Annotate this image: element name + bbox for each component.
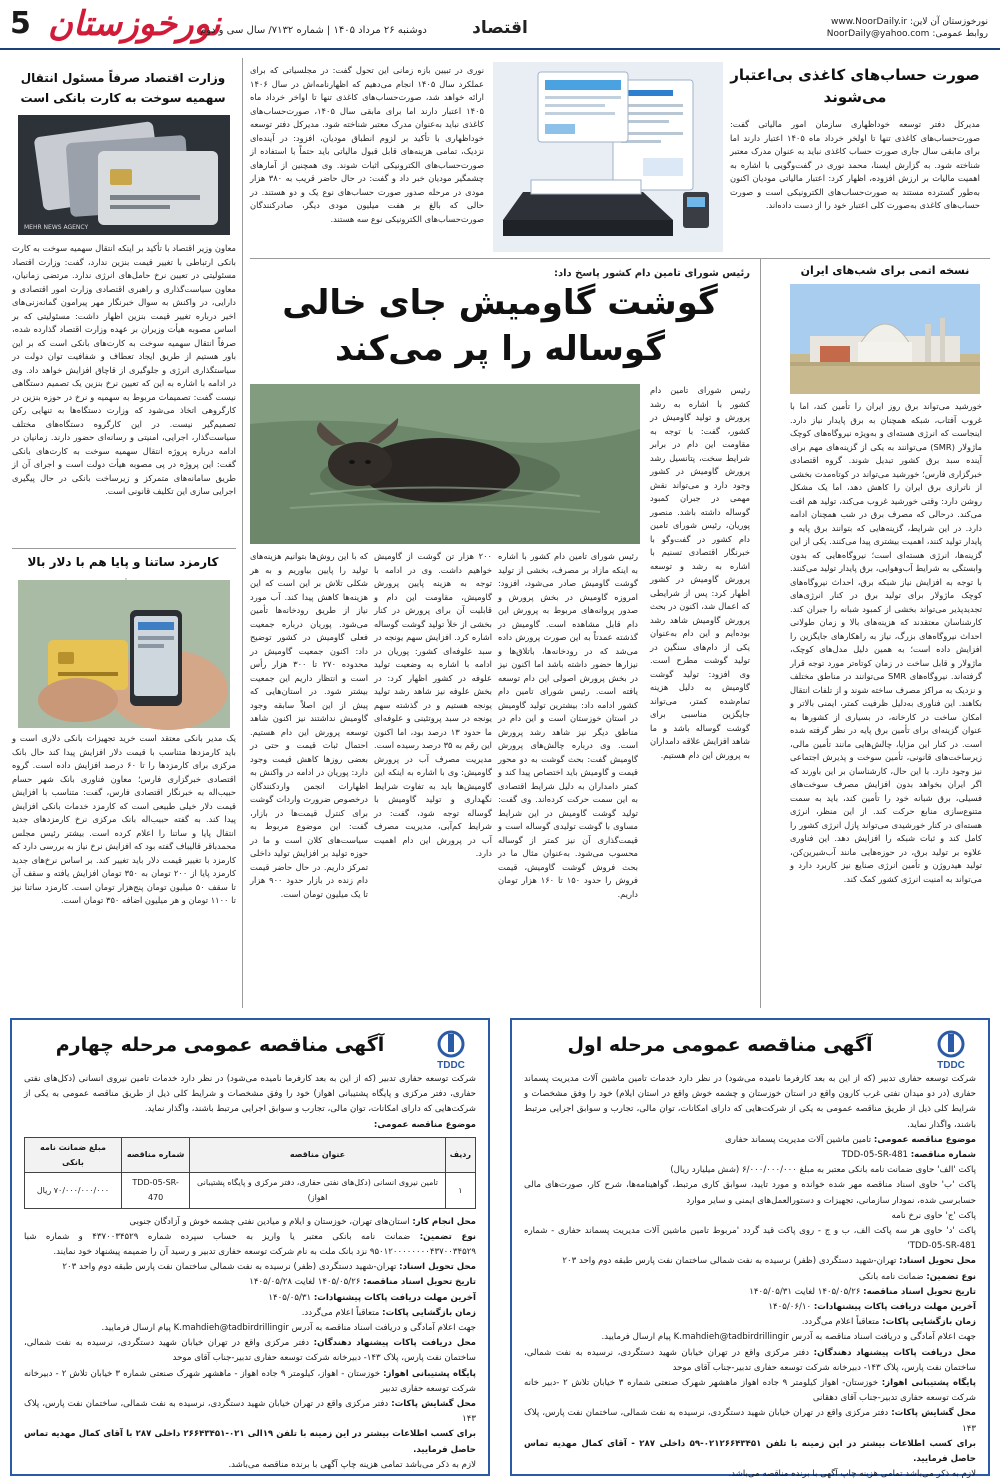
tender-ad-line-value: استان‌های تهران، خوزستان و ایلام و میادین نفتی چشمه خوش و آزادگان جنوبی xyxy=(129,1216,413,1227)
bank-cards-image xyxy=(18,115,230,235)
tender-ad-line-value: دفتر مرکزی واقع در تهران خیابان شهید دستگردی، نرسیده به نفت شمالی، ساختمان نفت پارس، پلاک ۱۴۳ xyxy=(24,1399,476,1425)
tender-ad-intro: شرکت توسعه حفاری تدبیر (که از این به بعد کارفرما نامیده می‌شود) در نظر دارد خدمات تامین نیروی انسانی (دکل‌های نفتی حفاری، دفتر مرکزی و پایگاه پشتیبانی اهواز) خود را وفق مشخصات و شرایط کلی ذیل از طریق مناقصه عمومی به یکی از شرکت‌هایی که دارای امکانات، توان مالی، تجارب و سوابق اجرایی مرتبط باشند، واگذار نماید. xyxy=(24,1074,476,1115)
tender-table-cell: ۷۰/۰۰۰/۰۰۰/۰۰۰ ریال xyxy=(25,1173,122,1208)
tender-ad-line xyxy=(524,1178,976,1208)
story-body-satna-paya-fees: یک مدیر بانکی معتقد است خرید تجهیزات بانکی دلاری است و باید کارمزدها متناسب با قیمت دلار افزایش پیدا کند حال بانک مرکزی برای کارمزدها را تا ۶۰ درصد افزایش داده است. گروه اقتصادی خبرگزاری فارس؛ معاون فناوری بانک شهر حسام حبیب‌اله به خبرنگار اقتصادی فارس، گفت: متناسب با افزایش قیمت دلار خیلی طبیعی است که کارمزد خدمات بانکی افزایش پیدا کند. به گفته حبیب‌اله بانک مرکزی نرخ کارمزدهای جدید انتقال پایا و ساتنا را اعلام کرده است. بیشتر رئیس مجلس محمدباقر قالیباف گفته بود که افزایش نرخ نیاز به بررسی دارد که کارمزد با تغییر قیمت دلار باید تغییر کند. بر اساس نرخ‌های جدید کارمزد پایا از ۲۰۰ تومان به ۳۵۰ تومان افزایش یافته و سقف آن تا سقف ۵۰ میلیون تومان پنج‌هزار تومان است. کارمزد ساتنا نیز تا ۱۱۰۰ تومان و هر میلیون اضافه ۳۵۰ تومان است. xyxy=(12,733,237,905)
tender-ad-line xyxy=(24,1215,476,1230)
tender-ad-body xyxy=(24,1072,477,1470)
tender-table-header-row xyxy=(25,1137,476,1172)
invoice-scanner-illustration xyxy=(493,62,723,252)
tender-ad-line-label: تاریخ تحویل اسناد مناقصه: xyxy=(363,1277,476,1288)
main-story-column-4: که با این روش‌ها بتوانیم هزینه‌های تولید را پایین بیاوریم و به هر شکلی تلاش بر این است که این هزینه‌ها کاهش پیدا کند. آب مورد نیاز از طریق رودخانه‌ها تأمین می‌شود. پوریان درباره جمعیت فعلی گاومیش در کشور توضیح داد: اکنون جمعیت گاومیش در محدوده ۲۷۰ تا ۳۰۰ هزار رأس است و انتظار داریم این جمعیت بیشتر شود. در استان‌هایی که پیش از این اصلاً سابقه وجود گاومیش نداشتند نیز اکنون شاهد توسعه پرورش این دام هستیم. احتمال ثبات قیمت و حتی در بعضی روزها کاهش قیمت وجود دارد: پوریان در ادامه در واکنش به اظهارات انجمن واردکنندگان درخصوص ضرورت واردات گوشت برای کنترل قیمت‌ها در بازار، گفت: این موضوع مربوط به سیاست‌های کلان است و ما در حوزه تولید بر افزایش تولید داخلی تمرکز داریم. در حال حاضر قیمت دام زنده در بازار حدود ۹۰۰ هزار تا یک میلیون تومان است. xyxy=(250,551,368,899)
main-story-column-2: رئیس شورای تامین دام کشور با اشاره به اینکه مازاد بر مصرف، بخشی از تولید گوشت گاومیش صادر می‌شود، افزود: امروزه گاومیش در بخش پرورش و صدور پروانه‌های مربوط به پرورش این دام قابل مشاهده است. گاومیش در گذشته عمدتاً به این صورت پرورش داده می‌شد که در رودخانه‌ها، باتلاق‌ها و نیزارها حضور داشته باشد اما اکنون نیز در بخش پرورش اصولی این دام توسعه یافته است. رئیس شورای تامین دام کشور ادامه داد: بیشترین تولید گاومیش در استان خوزستان است و این دام در مناطق دیگر نیز شاهد رشد پرورش است. وی درباره چالش‌های پرورش گاومیش گفت: بحث گوشت به دو محور قیمت و گاومیش باید اختصاص پیدا کند و کمتر دامداران به دلیل شرایط اقتصادی به این سمت حرکت کرده‌اند. وی گفت: تولید گوشت گاومیش در این شرایط مساوی با گوشت تولیدی گوساله است و قیمت‌گذاری آن نیز کمتر از گوساله محسوب می‌شود. به‌عنوان مثال ما در بحث فروش گوشت گاومیش، قیمت فروش را حدود ۱۵۰ تا ۱۶۰ هزار تومان داریم. xyxy=(498,551,638,899)
tender-ad-line-label: نوع تضمین: xyxy=(926,1271,976,1282)
tender-ad-stage-four xyxy=(10,1018,490,1476)
tender-ad-line xyxy=(524,1224,976,1254)
story-title-fuel-quota: وزارت اقتصاد صرفاً مسئول انتقال سهمیه سوخت به کارت بانکی است xyxy=(20,71,226,105)
main-story-kicker: رئیس شورای تامین دام کشور پاسخ داد: xyxy=(553,268,750,279)
tender-ad-line xyxy=(524,1254,976,1269)
table-row xyxy=(25,1173,476,1208)
tender-ad-line-label: محل تحویل اسناد: xyxy=(899,1256,976,1267)
tender-ad-line-label: محل دریافت پاکات پیشنهاد دهندگان: xyxy=(313,1338,477,1349)
tender-ad-line-value: پاکت 'ب' حاوی اسناد مناقصه مهر شده خوانده و مورد تایید، سوابق کاری مرتبط، گواهینامه‌ها، شرح کار، صورت‌های مالی حسابرسی شده، نمودار سازمانی، تجهیزات و دستورالعمل‌های ایمنی و سایر موارد xyxy=(524,1180,976,1206)
tender-ad-line xyxy=(524,1285,976,1300)
tender-ad-line xyxy=(524,1315,976,1330)
tender-ad-line xyxy=(524,1300,976,1315)
tender-ad-line-value: ۱۴۰۵/۰۵/۲۶ لغایت ۱۴۰۵/۰۵/۲۸ xyxy=(249,1277,364,1288)
tender-ad-stage-one xyxy=(510,1018,990,1480)
story-title-satna-paya-fees: کارمزد ساتنا و پایا هم با دلار بالا xyxy=(27,555,219,569)
story-body-fuel-quota: معاون وزیر اقتصاد با تأکید بر اینکه انتقال سهمیه سوخت به کارت بانکی ارتباطی با تغییر قیمت بنزین ندارد، گفت: وزارت اقتصاد مسئولیتی در تعیین نرخ حامل‌های انرژی ندارد. مرتضی زمانیان، معاون سیاست‌گذاری و راهبری اقتصادی وزارت امور اقتصادی و دارایی، در واکنش به سوال خبرنگار مهر پیرامون گمانه‌زنی‌های اخیر درباره تغییر قیمت بنزین اظهار داشت: مسئولیتی که بر اساس مصوبه هیأت وزیران بر عهده وزارت اقتصاد گذارده شده، صرفاً انتقال سهمیه سوخت به کارت‌های بانکی است که بر این باور هستیم از طریق ایجاد تعطاف و شفافیت توان دولت در سیاستگذاری انرژی و جلوگیری از قاچاق افزایش خواهد داد. وی در ادامه با اشاره به این که تعیین نرخ بنزین یک تصمیم دستگاهی نیست گفت: تصمیمات مربوط به سهمیه و نرخ در حوزه بنزین در کارگروهی اتخاذ می‌شود که وزارت دستگاه‌ها به تنهایی رکن تصمیم‌گیر نیست. در این کارگروه دستگاه‌های مختلف سیاست‌گذار، اجرایی، امنیتی و رسانه‌ای حضور دارند. زمانیان در ادامه درباره پروژه انتقال سهمیه سوخت به کارت‌های بانکی گفت: این پروژه در پی مصوبه هیأت دولت است و اجرای آن از طریق سامانه‌های متمرکز و زیرساخت بانکی در حال پیگیری اجرایی سازی این تکلیف قانونی است. xyxy=(12,243,236,496)
tender-ad-line-label: محل گشایش پاکات: xyxy=(391,1399,476,1410)
nuclear-plant-image xyxy=(790,284,980,394)
tender-ad-line-value: لازم به ذکر می‌باشد تمامی هزینه چاپ آگهی با برنده مناقصه می‌باشد. xyxy=(728,1469,976,1480)
story-body-paper-invoices: مدیرکل دفتر توسعه خوداظهاری سازمان امور مالیاتی گفت: صورت‌حساب‌های کاغذی تنها تا اولخر خرداد ماه ۱۴۰۵ اعتبار دارند اما برای مابقی سال جاری صورت حساب کاغذی نباید به عنوان مدرک معتبر شناخته شود. به گزارش ایسنا، محمد نوری در گفت‌وگویی با اشاره به اهمیت مالیات بر ارزش افزوده، اظهار کرد: اعتبار مالیاتی مودیان اکنون به‌طور گسترده مستند به صورت‌حساب‌های الکترونیکی است و صورت حساب‌های کاغذی به‌صورت کلی اعتبار خود را از دست داده‌اند. xyxy=(730,119,980,210)
tender-ad-line xyxy=(24,1336,476,1366)
bank-cards-illustration xyxy=(18,115,230,235)
image-credit-mehr: MEHR NEWS AGENCY xyxy=(24,224,89,231)
column-divider xyxy=(242,58,243,1008)
tender-ad-line xyxy=(24,1230,476,1260)
tender-ad-line xyxy=(524,1148,976,1163)
story-body-paper-invoices-continued: نوری در تبیین بازه زمانی این تحول گفت: در مجلسیاتی که برای عملکرد سال ۱۴۰۵ انجام می‌دهیم که اظهارنامه‌اش در سال ۱۴۰۶ ارائه خواهد شد، صورت‌حساب‌های کاغذی تنها تا اواخر خرداد ماه ۱۴۰۵ اعتبار دارند اما برای مابقی سال ۱۴۰۵، صورت‌حساب‌های کاغذی نباید به‌عنوان مدرک معتبر شناخته شود. مدیرکل دفتر توسعه خوداظهاری با تأکید بر لزوم انطباق مودیان، افزود: در آینده‌ای نزدیک، تمامی هزینه‌های قابل قبول مالیاتی باید حتماً با استفاده از صورت‌حساب‌های الکترونیکی اثبات شوند. وی همچنین از آمارهای چشمگیر مودیان خبر داد و گفت: در حال حاضر قریب به ۳۸۰ هزار مودی در مرحله صدور صورت حساب‌های نوع یک و دو هستند. در حالی که بالغ بر هفت میلیون مودی دیگر، صادرکنندگان صورت‌حساب‌های الکترونیکی نوع سه هستند. xyxy=(250,65,485,224)
contact-email[interactable]: روابط عمومی: NoorDaily@yahoo.com xyxy=(826,29,988,39)
story-body-nuclear-nights: خورشید می‌تواند برق روز ایران را تأمین کند، اما با غروب آفتاب، شبکه همچنان به برق پایدار نیاز دارد. اینجاست که انرژی هسته‌ای و به‌ویژه نیروگاه‌های کوچک ماژولار (SMR) می‌توانند به یکی از گزینه‌های مهم برای آینده سبد برق کشور تبدیل شوند. گروه اقتصادی خبرگزاری فارس؛ خورشید می‌تواند در کوتاه‌مدت بخشی از ناترازی برق ایران را کاهش دهد، اما یک مشکل روشن دارد: وقتی خورشید غروب می‌کند، تولید هم افت می‌کند. درحالی که مصرف برق در شب همچنان ادامه دارد. در این شرایط، گزینه‌هایی که بتوانند برق پایه و پایدار تولید کنند، اهمیت بیشتری پیدا می‌کنند. یکی از این گزینه‌ها، انرژی هسته‌ای است؛ نیروگاه‌هایی که بدون وابستگی به شرایط آب‌وهوایی، برق پایدار تولید می‌کنند. با توجه به افزایش نیاز شبکه برق، احداث نیروگاه‌های کوچک ماژولار برای تولید برق در کنار انرژی‌های تجدیدپذیر می‌تواند بخشی از کمبود شبانه را جبران کند. کارشناسان معتقدند که هزینه‌های بالا و زمان طولانی احداث نیروگاه‌های بزرگ، نیاز به راهکارهای جایگزین را افزایش داده است؛ به همین دلیل مدل‌های کوچک، ماژولار و قابل ساخت در زمان کوتاه‌تر مورد توجه قرار گرفته‌اند. نیروگاه‌های SMR می‌توانند در مناطق مختلف و نزدیک به مراکز مصرف ساخته شوند و از تلفات انتقال بکاهند. این فناوری به‌دلیل ظرفیت کمتر، ایمنی بالاتر و امکان ساخت در کارخانه، در بسیاری از کشورها به عنوان گزینه‌ای برای تأمین برق پایه در نظر گرفته شده است. در کنار این مزایا، چالش‌هایی مانند تأمین مالی، زیرساخت‌های قانونی، تأمین سوخت و پذیرش اجتماعی نیز وجود دارد. با این حال، کارشناسان بر این باورند که اگر ایران بخواهد بدون افزایش مصرف سوخت‌های فسیلی، برق شبانه خود را تأمین کند، باید به سمت متنوع‌سازی منابع حرکت کند. از این منظر، انرژی هسته‌ای در کنار خورشیدی می‌تواند پازل انرژی کشور را کامل کند و ثبات شبکه را افزایش دهد. این فناوری علاوه بر تولید برق، در حوزه‌هایی مانند آب‌شیرین‌کن، تولید هیدروژن و تأمین انرژی صنایع نیز کاربرد دارد و می‌تواند به امنیت انرژی کشور کمک کند. xyxy=(790,401,982,884)
tender-ad-line xyxy=(24,1275,476,1290)
tender-ad-line-label: محل دریافت پاکات پیشنهاد دهندگان: xyxy=(813,1347,977,1358)
tender-ad-line xyxy=(24,1306,476,1321)
tender-ad-details xyxy=(524,1133,976,1483)
tender-ad-line xyxy=(24,1397,476,1427)
tddc-logo-icon xyxy=(424,1028,478,1072)
tender-ad-line-value: تهران-شهید دستگردی (ظفر) نرسیده به نفت شمالی ساختمان نفت پارس طبقه دوم واحد ۲۰۳ xyxy=(62,1262,400,1273)
divider xyxy=(250,258,990,259)
main-story-headline: گوشت گاومیش جای خالی گوساله را پر می‌کند xyxy=(282,283,718,369)
tddc-logo-graphic xyxy=(424,1028,478,1072)
main-story-column-3: ۲۰۰ هزار تن گوشت از گاومیش خواهیم داشت. وی در ادامه با توجه به هزینه پایین پرورش گاومیش، مقاومت این دام و قابلیت آن برای پرورش در کنار بخشی از خلأ تولید گوشت گوساله اشاره کرد. افزایش سهم یونجه در سبد علوفه‌ای کشور: پوریان در ادامه با اشاره به وضعیت تولید علوفه در کشور اظهار کرد: در بخش علوفه نیز شاهد رشد تولید یونجه هستیم و در گذشته سهم یونجه در سبد پروتئینی و علوفه‌ای ما حدود ۱۳ درصد بود، اما اکنون این رقم به ۳۵ درصد رسیده است. مدیریت مصرف آب در پرورش گاومیش: وی با اشاره به اینکه این گاومیش‌ها باید به تفاوت شرایط نگهداری و تولید گاومیش با گوساله توجه شود، گفت: در شرایط کم‌آبی، مدیریت مصرف آب در پرورش این دام اهمیت دارد. xyxy=(374,551,492,858)
tender-ad-line xyxy=(24,1260,476,1275)
tender-ad-line-label: محل تحویل اسناد: xyxy=(399,1262,476,1273)
tender-ad-line-value: تهران-شهید دستگردی (ظفر) نرسیده به نفت شمالی ساختمان نفت پارس طبقه دوم واحد ۲۰۳ xyxy=(562,1256,900,1267)
tender-table-header: ردیف xyxy=(445,1137,475,1172)
tender-ad-line-value: پاکت 'د' حاوی هر سه پاکت الف، ب و ج - روی پاکت قید گردد 'مربوط تامین ماشین آلات مدیریت پسماند حفاری - شماره TDD-05-SR-481' xyxy=(524,1226,976,1252)
story-title-paper-invoices: صورت حساب‌های کاغذی بی‌اعتبار می‌شوند xyxy=(730,66,980,106)
tender-ad-line-value: تامین ماشین آلات مدیریت پسماند حفاری xyxy=(725,1134,874,1145)
tender-ad-line-value: ۱۴۰۵/۰۶/۱۰ xyxy=(768,1302,814,1313)
tender-ad-line xyxy=(524,1406,976,1436)
tender-ad-line-value: متعاقباً اعلام می‌گردد. xyxy=(301,1307,383,1318)
tender-ad-line xyxy=(524,1163,976,1178)
tender-ad-line-value: ضمانت نامه بانکی معتبر یا واریز به حساب سپرده شماره ۴۳۷۰۰۳۴۵۲۹ و شماره شبا ۹۵۰۱۲۰۰۰۰۰۰۰۰۴۳۷۰۰۳۴۵۲۹ نزد بانک ملت به نام شرکت توسعه حفاری تدبیر و رسید آن را ضمیمه پیشنهاد خود نمایند. xyxy=(24,1231,476,1258)
tender-ad-line-label: تاریخ تحویل اسناد مناقصه: xyxy=(863,1286,976,1297)
tender-ad-line xyxy=(524,1346,976,1376)
tender-ad-line xyxy=(524,1270,976,1285)
story-title-nuclear-nights: نسخه اتمی برای شب‌های ایران xyxy=(800,264,970,277)
contact-info xyxy=(778,16,988,40)
tender-table-header: شماره مناقصه xyxy=(121,1137,189,1172)
issue-date-line: دوشنبه ۲۶ مرداد ۱۴۰۵ | شماره ۷۱۳۲/ سال سی و دوم xyxy=(200,25,427,36)
main-story-column-1: رئیس شورای تامین دام کشور با اشاره به رشد پرورش و تولید گاومیش در کشور، گفت: با توجه به مقاومت این دام در برابر شرایط سخت، پتانسیل رشد پرورش گاومیش در کشور وجود دارد و می‌تواند نقش مهمی در جبران کمبود گوساله داشته باشد. منصور پوریان، رئیس شورای تامین دام کشور در گفت‌وگو با خبرنگار اقتصادی تسنیم با اشاره به رشد و توسعه پرورش گاومیش در کشور اظهار کرد: پس از شرایطی که اعمال شد، اکنون در بحث پرورش گاومیش شاهد رشد بوده‌ایم و این دام به‌عنوان یکی از دام‌های سنگین در تولید گوشت مطرح است. وی افزود: تولید گوشت گاومیش به دلیل هزینه تمام‌شده کمتر، می‌تواند جایگزین مناسبی برای گوشت گوساله باشد و ما شاهد افزایش علاقه دامداران به پرورش این دام هستیم. xyxy=(650,385,750,760)
tender-ad-line xyxy=(24,1321,476,1336)
tender-ad-line-value: لازم به ذکر می‌باشد تمامی هزینه چاپ آگهی با برنده مناقصه می‌باشد. xyxy=(228,1459,476,1470)
tender-ad-line-value: دفتر مرکزی واقع در تهران خیابان شهید دستگردی، نرسیده به نفت شمالی، ساختمان نفت پارس، پلاک ۱۴۳ xyxy=(524,1408,976,1434)
tender-ad-line xyxy=(24,1427,476,1457)
tender-ad-line-value: خوزستان- اهواز کیلومتر ۹ جاده اهواز ماهشهر شهرک صنعتی شماره ۳ خیابان تلاش ۲ -دبیر خانه شرکت توسعه حفاری تدبیر-جناب آقای دهقانی xyxy=(524,1378,976,1404)
tender-ad-line xyxy=(24,1291,476,1306)
tender-ad-line-value: TDD-05-SR-481 xyxy=(841,1150,911,1161)
mobile-payment-illustration xyxy=(18,580,230,728)
masthead xyxy=(0,0,1000,50)
tender-ad-details xyxy=(24,1215,476,1473)
tender-ad-line-value: پاکت 'ج' حاوی نرخ نامه xyxy=(891,1210,976,1221)
tender-ad-subject-head: موضوع مناقصه عمومی: xyxy=(373,1119,476,1130)
tender-ad-line-label: موضوع مناقصه عمومی: xyxy=(873,1134,976,1145)
tender-ad-line-value: جهت اعلام آمادگی و دریافت اسناد مناقصه به آدرس K.mahdieh@tadbirdrillingir پیام ارسال فرمایید. xyxy=(601,1332,976,1343)
tender-ad-line-value: ۱۴۰۵/۰۵/۲۶ لغایت ۱۴۰۵/۰۵/۳۱ xyxy=(749,1286,864,1297)
tender-table-header: مبلغ ضمانت نامه بانکی xyxy=(25,1137,122,1172)
tender-ad-body xyxy=(524,1072,977,1480)
tender-ad-line-label: آخرین مهلت دریافت پاکات پیشنهادات: xyxy=(813,1302,976,1313)
mobile-payment-image xyxy=(18,580,230,728)
tender-ad-line xyxy=(524,1437,976,1467)
tender-table xyxy=(24,1137,476,1209)
tender-table-cell: ۱ xyxy=(445,1173,475,1208)
tender-ad-line-label: نوع تضمین: xyxy=(419,1231,476,1242)
section-title: اقتصاد xyxy=(472,18,528,38)
tender-ad-line-label: محل انجام کار: xyxy=(412,1216,476,1227)
tddc-logo-text: TDDC xyxy=(937,1060,965,1071)
tender-ad-line-label: زمان بازگشایی پاکات: xyxy=(882,1317,976,1328)
invoice-scanner-image xyxy=(493,62,723,252)
tender-table-cell: تامین نیروی انسانی (دکل‌های نفتی حفاری، دفتر مرکزی و پایگاه پشتیبانی اهواز) xyxy=(190,1173,446,1208)
tender-table-cell: TDD-05-SR-470 xyxy=(121,1173,189,1208)
newspaper-logo: نورخوزستان xyxy=(48,4,221,44)
contact-website[interactable]: نورخوزستان آن لاین: www.NoorDaily.ir xyxy=(830,17,988,27)
tender-ad-line-value: ضمانت نامه بانکی xyxy=(858,1271,927,1282)
water-buffalo-image xyxy=(250,384,640,544)
tender-ad-line xyxy=(524,1376,976,1406)
tender-ad-line-label: پایگاه پشتیبانی اهواز: xyxy=(383,1368,476,1379)
tender-ad-line-value: پاکت 'الف' حاوی ضمانت نامه بانکی معتبر به مبلغ ۶/۰۰۰/۰۰۰/۰۰۰ (شش میلیارد ریال) xyxy=(670,1165,976,1176)
tender-ad-line xyxy=(524,1209,976,1224)
tender-ad-line xyxy=(524,1133,976,1148)
tender-ad-line-value: دفتر مرکزی واقع در تهران خیابان شهید دستگردی، نرسیده به نفت شمالی، ساختمان نفت پارس، پلاک ۱۴۳- دبیرخانه شرکت توسعه حفاری تدبیر-جناب آقای موحد xyxy=(524,1347,976,1373)
tender-ad-line-label: محل گشایش پاکات: xyxy=(891,1408,976,1419)
tender-ad-line xyxy=(24,1367,476,1397)
tender-ad-intro: شرکت توسعه حفاری تدبیر (که از این به بعد کارفرما نامیده می‌شود) در نظر دارد خدمات تامین ماشین آلات مدیریت پسماند حفاری (در دو میدان نفتی غرب کارون واقع در استان خوزستان و چشمه خوش واقع در استان ایلام) خود را وفق مشخصات و شرایط کلی ذیل از طریق مناقصه عمومی به یکی از شرکت‌هایی که دارای امکانات، توان مالی، تجارب و سوابق اجرایی مرتبط باشند، واگذار نماید. xyxy=(524,1074,976,1130)
tender-ad-title: آگهی مناقصه عمومی مرحله چهارم xyxy=(55,1034,385,1056)
tddc-logo-graphic xyxy=(924,1028,978,1072)
divider xyxy=(12,548,236,549)
tender-ad-line-label: شماره مناقصه: xyxy=(910,1150,976,1161)
tender-ad-line-value: خوزستان - اهواز، کیلومتر ۹ جاده اهواز - ماهشهر شهرک صنعتی شماره ۳ خیابان تلاش ۲ - دبیرخانه شرکت توسعه حفاری تدبیر xyxy=(24,1368,476,1394)
tddc-logo-text: TDDC xyxy=(437,1060,465,1071)
tender-ad-line-value: جهت اعلام آمادگی و دریافت اسناد مناقصه به آدرس K.mahdieh@tadbirdrillingir پیام ارسال فرمایید. xyxy=(101,1323,476,1334)
tender-ad-line-value: ۱۴۰۵/۰۵/۳۱ xyxy=(268,1292,314,1303)
tender-ad-line xyxy=(24,1458,476,1473)
tender-table-header: عنوان مناقصه xyxy=(190,1137,446,1172)
tender-ad-line-label: آخرین مهلت دریافت پاکات پیشنهادات: xyxy=(313,1292,476,1303)
tender-ad-title: آگهی مناقصه عمومی مرحله اول xyxy=(567,1034,873,1056)
tender-ad-line-label: پایگاه پشتیبانی اهواز: xyxy=(881,1378,976,1389)
water-buffalo-illustration xyxy=(250,384,640,544)
page-number: 5 xyxy=(10,6,31,41)
tender-ad-line-value: دفتر مرکزی واقع در تهران خیابان شهید دستگردی، نرسیده به نفت شمالی، ساختمان نفت پارس، پلاک ۱۴۳- دبیرخانه شرکت توسعه حفاری تدبیر-جناب آقای موحد xyxy=(24,1338,476,1364)
tender-ad-line xyxy=(524,1467,976,1482)
tddc-logo-icon xyxy=(924,1028,978,1072)
tender-ad-line-label: زمان بازگشایی پاکات: xyxy=(382,1307,476,1318)
tender-ad-line xyxy=(524,1330,976,1345)
tender-ad-line-value: متعاقباً اعلام می‌گردد. xyxy=(801,1317,883,1328)
column-divider xyxy=(760,258,761,1008)
nuclear-plant-illustration xyxy=(790,284,980,394)
tender-ad-line-label: برای کسب اطلاعات بیشتر در این زمینه با تلفن ۰۲۱۲۶۶۴۳۴۵۱-۵۹ داخلی ۲۸۷ - آقای کمال مهدیه تماس حاصل فرمایید. xyxy=(524,1438,976,1465)
tender-ad-line-label: برای کسب اطلاعات بیشتر در این زمینه با تلفن ۱۹الی ۰۲۱-۲۶۶۴۳۴۵۱ داخلی ۲۸۷ با آقای کمال مهدیه تماس حاصل فرمایید. xyxy=(24,1429,476,1455)
